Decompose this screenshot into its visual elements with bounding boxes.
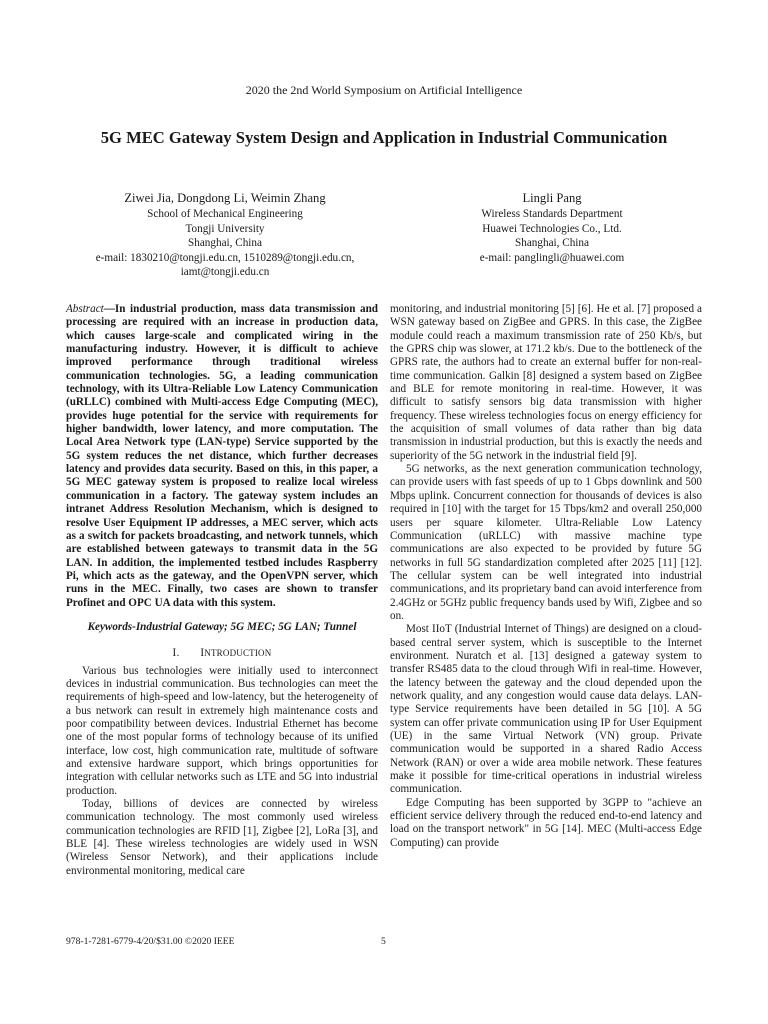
abstract-label: Abstract [66,303,104,315]
body-paragraph: Most IIoT (Industrial Internet of Things) are designed on a cloud-based central server system, which is susceptible to the Internet environment. Nuratch et al. [13] designed a gateway system to transfer RS485 data to the cloud through Wifi in real-time. However, the latency between the gateway and the cloud depended upon the network quality, and any congestion would cause data delays. LAN-type Service requirements have been detailed in 5G [10]. A 5G system can offer private communication using IP for User Equipment (UE) in the same Virtual Network (VN) group. Private communication would be supported in a shared Radio Access Network (RAN) or over a wide area mobile network. These features make it possible for time-critical operations in industrial wireless communication. [390,623,702,796]
body-paragraph: Today, billions of devices are connected by wireless communication technology. The most commonly used wireless communication technologies are RFID [1], Zigbee [2], LoRa [3], and BLE [4]. These wireless technologies are widely used in WSN (Wireless Sensor Network), and their applications include environmental monitoring, medical care [66,798,378,877]
author-organization: Tongji University [185,222,265,235]
author-department: Wireless Standards Department [481,208,623,220]
section-title-rest: NTRODUCTION [204,648,272,659]
author-city: Shanghai, China [515,237,589,250]
author-names: Ziwei Jia, Dongdong Li, Weimin Zhang [124,191,326,205]
author-names: Lingli Pang [522,191,582,205]
body-paragraph: monitoring, and industrial monitoring [5] [6]. He et al. [7] proposed a WSN gateway based on ZigBee and GPRS. In this case, the ZigBee module could reach a maximum transmission rate of 250 Kb/s, but the GPRS chip was slower, at 171.2 kb/s. Due to the bottleneck of the GPRS rate, the authors had to create an external buffer for non-real-time communication. Galkin [8] designed a system based on ZigBee and BLE for remote monitoring in real-time. However, it was difficult to satisfy sensors big data transmission with higher frequency. These wireless technologies focus on energy efficiency for the acquisition of small volumes of data rather than big data transmission in industrial production, but this is exactly the needs and superiority of the 5G network in the industrial field [9]. [390,303,702,462]
author-email-continued: iamt@tongji.edu.cn [180,266,270,279]
section-heading-introduction [66,647,378,660]
section-initial: I [200,647,205,660]
body-paragraph: Various bus technologies were initially used to interconnect devices in industrial communication. Bus technologies can meet the requirements of high-speed and low-latency, but the heterogeneity of a bus network can result in extremely high maintenance costs and poor compatibility between devices. Industrial Ethernet has become one of the most popular forms of technology because of its unified interface, low cost, high communication rate, multitude of software and extensive hardware support, which brings opportunities for integration with cellular networks such as LTE and 5G into industrial production. [66,664,378,797]
conference-name: 2020 the 2nd World Symposium on Artificial Intelligence [245,83,523,97]
right-column [390,303,702,850]
body-paragraph: 5G networks, as the next generation communication technology, can provide users with fast speeds of up to 1 Gbps downlink and 500 Mbps uplink. Concurrent connection for thousands of devices is also required in [10] with the target for 15 Tbps/km2 and overall 250,000 users per square kilometer. Ultra-Reliable Low Latency Communication (uRLLC) with massive machine type communications are also expected to be provided by future 5G networks in full 5G standardization completed after 2025 [11] [12]. The cellular system can be well integrated into industrial communications, and its proprietary band can avoid interference from 2.4GHz or 5GHz public frequency bands used by Wifi, Zigbee and so on. [390,463,702,622]
author-department: School of Mechanical Engineering [147,208,303,220]
footer-isbn: 978-1-7281-6779-4/20/$31.00 ©2020 IEEE [66,936,235,947]
abstract [66,303,378,610]
body-paragraph: Edge Computing has been supported by 3GPP to "achieve an efficient service delivery through the reduced end-to-end latency and load on the transport network" in 5G [14]. MEC (Multi-access Edge Computing) can provide [390,796,702,849]
keywords: Keywords-Industrial Gateway; 5G MEC; 5G LAN; Tunnel [87,620,357,633]
abstract-text: In industrial production, mass data transmission and processing are required with an increase in production data, which causes large-scale and complicated wiring in the manufacturing industry. However, it is difficult to achieve improved performance through traditional wireless communication technologies. 5G, a leading communication technology, with its Ultra-Reliable Low Latency Communication (uRLLC) combined with Multi-access Edge Computing (MEC), provides huge potential for the service with requirements for higher bandwidth, lower latency, and more computation. The Local Area Network type (LAN-type) Service supported by the 5G system reduces the net distance, which further decreases latency and provides data security. Based on this, in this paper, a 5G MEC gateway system is proposed to realize local wireless communication in a factory. The gateway system includes an intranet Address Resolution Mechanism, which is designed to resolve User Equipment IP addresses, a MEC server, which acts as a switch for packets broadcasting, and network tunnels, which are established between gateways to transmit data in the 5G LAN. In addition, the implemented testbed includes Raspberry Pi, which acts as the gateway, and the OpenVPN server, which runs in the MEC. Finally, two cases are shown to transfer Profinet and OPC UA data with this system. [66,303,378,609]
author-email: e-mail: 1830210@tongji.edu.cn, 1510289@tongji.edu.cn, [95,251,355,264]
author-organization: Huawei Technologies Co., Ltd. [482,222,622,235]
author-block-1 [40,190,410,280]
page-number: 5 [381,936,386,947]
paper-title: 5G MEC Gateway System Design and Application in Industrial Communication [100,128,668,147]
section-number: I. [172,647,180,660]
author-email: e-mail: panglingli@huawei.com [479,251,625,264]
abstract-dash: — [103,303,115,315]
left-column [66,303,378,878]
author-block-2 [452,190,652,265]
author-city: Shanghai, China [188,237,262,250]
